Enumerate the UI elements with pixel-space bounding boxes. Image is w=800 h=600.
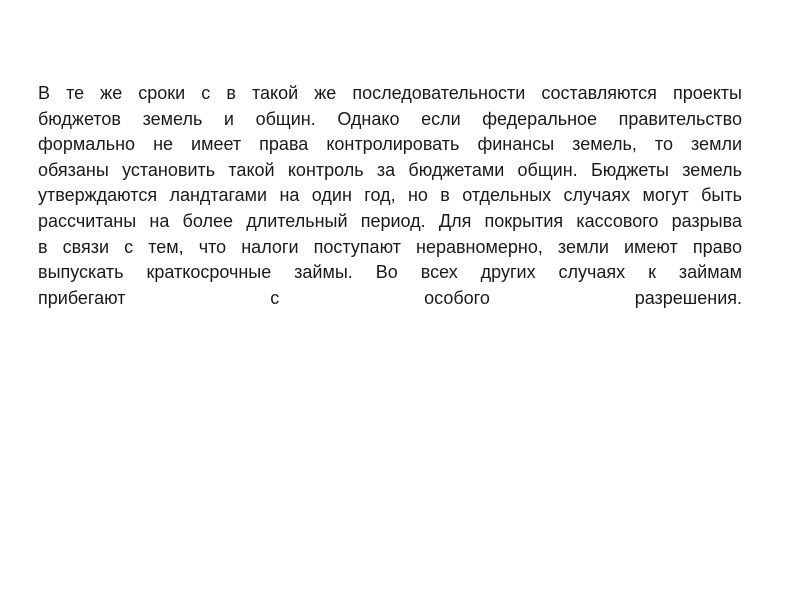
- body-paragraph: [38, 81, 742, 311]
- paragraph-line-9: прибегают с особого разрешения.: [38, 287, 742, 308]
- paragraph-line-7: в связи с тем, что налоги поступают неравномерно, земли имеют право: [38, 236, 742, 257]
- paragraph-line-2: бюджетов земель и общин. Однако если федеральное правительство: [38, 108, 742, 129]
- paragraph-line-5: утверждаются ландтагами на один год, но в отдельных случаях могут быть: [38, 185, 742, 206]
- paragraph-line-8: выпускать краткосрочные займы. Во всех других случаях к займам: [38, 262, 742, 283]
- paragraph-line-1: В те же сроки с в такой же последовательности составляются проекты: [38, 83, 742, 103]
- paragraph-line-4: обязаны установить такой контроль за бюджетами общин. Бюджеты земель: [38, 159, 742, 180]
- paragraph-line-3: формально не имеет права контролировать финансы земель, то земли: [38, 134, 742, 155]
- paragraph-line-6: рассчитаны на более длительный период. Для покрытия кассового разрыва: [38, 210, 742, 231]
